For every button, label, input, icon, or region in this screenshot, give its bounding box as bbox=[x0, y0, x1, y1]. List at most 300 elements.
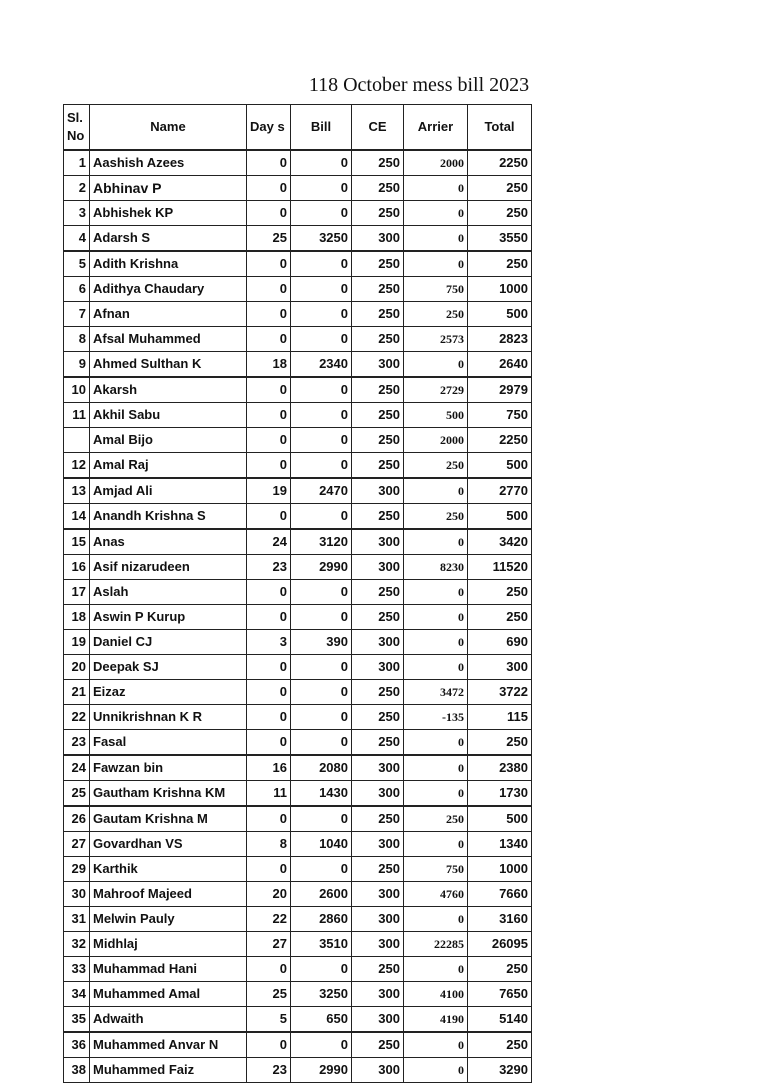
cell-total: 500 bbox=[468, 806, 532, 832]
table-row bbox=[64, 352, 532, 378]
cell-name: Midhlaj bbox=[90, 932, 247, 957]
cell-arrier: 0 bbox=[404, 605, 468, 630]
cell-name: Deepak SJ bbox=[90, 655, 247, 680]
page-title: 118 October mess bill 2023 bbox=[308, 74, 530, 96]
cell-ce: 300 bbox=[352, 630, 404, 655]
cell-ce: 300 bbox=[352, 882, 404, 907]
table-row bbox=[64, 1007, 532, 1033]
table-row bbox=[64, 478, 532, 504]
table-row bbox=[64, 630, 532, 655]
table-row bbox=[64, 932, 532, 957]
header-ce: CE bbox=[352, 105, 404, 151]
cell-bill: 2600 bbox=[291, 882, 352, 907]
cell-name: Eizaz bbox=[90, 680, 247, 705]
cell-total: 250 bbox=[468, 176, 532, 201]
header-name: Name bbox=[90, 105, 247, 151]
cell-days: 20 bbox=[247, 882, 291, 907]
cell-total: 3722 bbox=[468, 680, 532, 705]
cell-bill: 0 bbox=[291, 302, 352, 327]
cell-sl: 13 bbox=[64, 478, 90, 504]
cell-name: Melwin Pauly bbox=[90, 907, 247, 932]
table-row bbox=[64, 857, 532, 882]
table-row bbox=[64, 907, 532, 932]
cell-bill: 3120 bbox=[291, 529, 352, 555]
cell-name: Akarsh bbox=[90, 377, 247, 403]
cell-days: 5 bbox=[247, 1007, 291, 1033]
table-row bbox=[64, 453, 532, 479]
cell-days: 0 bbox=[247, 277, 291, 302]
cell-total: 2380 bbox=[468, 755, 532, 781]
cell-sl: 9 bbox=[64, 352, 90, 378]
cell-bill: 3510 bbox=[291, 932, 352, 957]
cell-arrier: 3472 bbox=[404, 680, 468, 705]
cell-sl: 14 bbox=[64, 504, 90, 530]
cell-arrier: 0 bbox=[404, 781, 468, 807]
cell-days: 18 bbox=[247, 352, 291, 378]
cell-ce: 300 bbox=[352, 1058, 404, 1083]
cell-sl: 22 bbox=[64, 705, 90, 730]
cell-arrier: 8230 bbox=[404, 555, 468, 580]
cell-days: 24 bbox=[247, 529, 291, 555]
cell-days: 23 bbox=[247, 1058, 291, 1083]
cell-name: Muhammad Hani bbox=[90, 957, 247, 982]
header-bill: Bill bbox=[291, 105, 352, 151]
cell-sl: 6 bbox=[64, 277, 90, 302]
cell-arrier: 0 bbox=[404, 176, 468, 201]
cell-bill: 0 bbox=[291, 680, 352, 705]
cell-sl: 26 bbox=[64, 806, 90, 832]
cell-total: 300 bbox=[468, 655, 532, 680]
cell-bill: 0 bbox=[291, 580, 352, 605]
cell-total: 2770 bbox=[468, 478, 532, 504]
cell-ce: 300 bbox=[352, 832, 404, 857]
cell-name: Daniel CJ bbox=[90, 630, 247, 655]
cell-name: Anandh Krishna S bbox=[90, 504, 247, 530]
cell-ce: 300 bbox=[352, 781, 404, 807]
cell-arrier: 0 bbox=[404, 957, 468, 982]
cell-arrier: 250 bbox=[404, 504, 468, 530]
cell-arrier: 0 bbox=[404, 529, 468, 555]
cell-ce: 250 bbox=[352, 730, 404, 756]
cell-ce: 300 bbox=[352, 932, 404, 957]
cell-bill: 0 bbox=[291, 428, 352, 453]
cell-days: 0 bbox=[247, 176, 291, 201]
cell-ce: 250 bbox=[352, 705, 404, 730]
table-row bbox=[64, 529, 532, 555]
cell-total: 2979 bbox=[468, 377, 532, 403]
table-row bbox=[64, 504, 532, 530]
cell-sl: 2 bbox=[64, 176, 90, 201]
cell-sl: 20 bbox=[64, 655, 90, 680]
cell-total: 1730 bbox=[468, 781, 532, 807]
cell-arrier: 0 bbox=[404, 655, 468, 680]
cell-bill: 0 bbox=[291, 504, 352, 530]
table-row bbox=[64, 176, 532, 201]
cell-bill: 0 bbox=[291, 453, 352, 479]
cell-bill: 0 bbox=[291, 327, 352, 352]
cell-days: 0 bbox=[247, 403, 291, 428]
cell-ce: 250 bbox=[352, 150, 404, 176]
cell-bill: 2990 bbox=[291, 1058, 352, 1083]
cell-name: Akhil Sabu bbox=[90, 403, 247, 428]
table-row bbox=[64, 580, 532, 605]
cell-name: Gautham Krishna KM bbox=[90, 781, 247, 807]
cell-total: 2250 bbox=[468, 428, 532, 453]
cell-name: Govardhan VS bbox=[90, 832, 247, 857]
cell-ce: 250 bbox=[352, 201, 404, 226]
cell-name: Aashish Azees bbox=[90, 150, 247, 176]
cell-ce: 250 bbox=[352, 302, 404, 327]
cell-name: Asif nizarudeen bbox=[90, 555, 247, 580]
table-row bbox=[64, 150, 532, 176]
cell-sl: 1 bbox=[64, 150, 90, 176]
cell-sl: 16 bbox=[64, 555, 90, 580]
cell-arrier: 0 bbox=[404, 730, 468, 756]
cell-arrier: 250 bbox=[404, 453, 468, 479]
table-row bbox=[64, 428, 532, 453]
cell-sl: 36 bbox=[64, 1032, 90, 1058]
cell-name: Aslah bbox=[90, 580, 247, 605]
cell-days: 0 bbox=[247, 580, 291, 605]
cell-total: 3550 bbox=[468, 226, 532, 252]
cell-total: 3290 bbox=[468, 1058, 532, 1083]
cell-sl: 21 bbox=[64, 680, 90, 705]
cell-sl: 17 bbox=[64, 580, 90, 605]
cell-bill: 2990 bbox=[291, 555, 352, 580]
cell-arrier: 22285 bbox=[404, 932, 468, 957]
table-row bbox=[64, 705, 532, 730]
cell-days: 0 bbox=[247, 453, 291, 479]
cell-ce: 300 bbox=[352, 655, 404, 680]
cell-name: Adwaith bbox=[90, 1007, 247, 1033]
table-row bbox=[64, 1032, 532, 1058]
cell-ce: 250 bbox=[352, 403, 404, 428]
cell-total: 750 bbox=[468, 403, 532, 428]
header-total: Total bbox=[468, 105, 532, 151]
cell-bill: 0 bbox=[291, 251, 352, 277]
cell-arrier: 0 bbox=[404, 580, 468, 605]
cell-bill: 0 bbox=[291, 730, 352, 756]
cell-arrier: 0 bbox=[404, 832, 468, 857]
table-row bbox=[64, 730, 532, 756]
cell-name: Fasal bbox=[90, 730, 247, 756]
cell-arrier: 2000 bbox=[404, 428, 468, 453]
cell-days: 23 bbox=[247, 555, 291, 580]
cell-sl: 33 bbox=[64, 957, 90, 982]
cell-days: 0 bbox=[247, 201, 291, 226]
cell-bill: 0 bbox=[291, 605, 352, 630]
cell-name: Karthik bbox=[90, 857, 247, 882]
cell-days: 0 bbox=[247, 150, 291, 176]
cell-bill: 0 bbox=[291, 957, 352, 982]
table-row bbox=[64, 957, 532, 982]
cell-ce: 250 bbox=[352, 176, 404, 201]
cell-sl: 32 bbox=[64, 932, 90, 957]
cell-bill: 3250 bbox=[291, 226, 352, 252]
table-row bbox=[64, 655, 532, 680]
cell-total: 690 bbox=[468, 630, 532, 655]
cell-days: 19 bbox=[247, 478, 291, 504]
table-row bbox=[64, 555, 532, 580]
cell-days: 0 bbox=[247, 377, 291, 403]
cell-sl: 29 bbox=[64, 857, 90, 882]
cell-name: Muhammed Anvar N bbox=[90, 1032, 247, 1058]
cell-arrier: 0 bbox=[404, 201, 468, 226]
cell-days: 3 bbox=[247, 630, 291, 655]
cell-bill: 650 bbox=[291, 1007, 352, 1033]
cell-sl: 19 bbox=[64, 630, 90, 655]
cell-sl: 25 bbox=[64, 781, 90, 807]
cell-name: Aswin P Kurup bbox=[90, 605, 247, 630]
cell-total: 500 bbox=[468, 453, 532, 479]
cell-days: 0 bbox=[247, 302, 291, 327]
cell-bill: 0 bbox=[291, 176, 352, 201]
table-row bbox=[64, 781, 532, 807]
cell-days: 11 bbox=[247, 781, 291, 807]
cell-sl: 23 bbox=[64, 730, 90, 756]
cell-days: 25 bbox=[247, 226, 291, 252]
cell-days: 22 bbox=[247, 907, 291, 932]
cell-sl: 12 bbox=[64, 453, 90, 479]
cell-ce: 250 bbox=[352, 504, 404, 530]
cell-ce: 300 bbox=[352, 529, 404, 555]
cell-name: Abhinav P bbox=[90, 176, 247, 201]
cell-total: 250 bbox=[468, 201, 532, 226]
cell-ce: 250 bbox=[352, 580, 404, 605]
table-row bbox=[64, 201, 532, 226]
cell-days: 8 bbox=[247, 832, 291, 857]
cell-sl: 24 bbox=[64, 755, 90, 781]
cell-total: 26095 bbox=[468, 932, 532, 957]
cell-name: Amal Raj bbox=[90, 453, 247, 479]
cell-arrier: 0 bbox=[404, 226, 468, 252]
cell-total: 2640 bbox=[468, 352, 532, 378]
cell-ce: 300 bbox=[352, 478, 404, 504]
cell-name: Amal Bijo bbox=[90, 428, 247, 453]
cell-ce: 300 bbox=[352, 226, 404, 252]
cell-name: Muhammed Faiz bbox=[90, 1058, 247, 1083]
cell-total: 1000 bbox=[468, 857, 532, 882]
cell-days: 0 bbox=[247, 327, 291, 352]
cell-name: Abhishek KP bbox=[90, 201, 247, 226]
cell-name: Afsal Muhammed bbox=[90, 327, 247, 352]
cell-days: 16 bbox=[247, 755, 291, 781]
cell-bill: 0 bbox=[291, 377, 352, 403]
mess-bill-table bbox=[63, 104, 532, 1083]
table-row bbox=[64, 403, 532, 428]
cell-ce: 300 bbox=[352, 982, 404, 1007]
cell-total: 1000 bbox=[468, 277, 532, 302]
cell-ce: 250 bbox=[352, 857, 404, 882]
cell-sl: 38 bbox=[64, 1058, 90, 1083]
cell-bill: 0 bbox=[291, 150, 352, 176]
table-row bbox=[64, 1058, 532, 1083]
cell-arrier: 750 bbox=[404, 277, 468, 302]
cell-total: 11520 bbox=[468, 555, 532, 580]
cell-total: 500 bbox=[468, 302, 532, 327]
table-row bbox=[64, 982, 532, 1007]
cell-total: 5140 bbox=[468, 1007, 532, 1033]
cell-arrier: 750 bbox=[404, 857, 468, 882]
cell-sl: 30 bbox=[64, 882, 90, 907]
header-sl-no: Sl. No bbox=[64, 105, 90, 151]
cell-ce: 250 bbox=[352, 957, 404, 982]
cell-name: Unnikrishnan K R bbox=[90, 705, 247, 730]
cell-total: 250 bbox=[468, 251, 532, 277]
cell-ce: 250 bbox=[352, 1032, 404, 1058]
cell-bill: 0 bbox=[291, 857, 352, 882]
cell-days: 0 bbox=[247, 504, 291, 530]
cell-sl: 4 bbox=[64, 226, 90, 252]
cell-arrier: 0 bbox=[404, 630, 468, 655]
cell-days: 0 bbox=[247, 428, 291, 453]
cell-arrier: 0 bbox=[404, 1058, 468, 1083]
cell-bill: 0 bbox=[291, 201, 352, 226]
cell-days: 0 bbox=[247, 705, 291, 730]
cell-total: 2250 bbox=[468, 150, 532, 176]
cell-days: 0 bbox=[247, 857, 291, 882]
cell-arrier: 500 bbox=[404, 403, 468, 428]
cell-ce: 250 bbox=[352, 428, 404, 453]
cell-ce: 250 bbox=[352, 453, 404, 479]
cell-name: Muhammed Amal bbox=[90, 982, 247, 1007]
cell-bill: 0 bbox=[291, 403, 352, 428]
cell-arrier: 0 bbox=[404, 251, 468, 277]
cell-bill: 2470 bbox=[291, 478, 352, 504]
cell-ce: 300 bbox=[352, 755, 404, 781]
cell-arrier: 2000 bbox=[404, 150, 468, 176]
cell-sl: 34 bbox=[64, 982, 90, 1007]
cell-sl: 27 bbox=[64, 832, 90, 857]
cell-bill: 390 bbox=[291, 630, 352, 655]
cell-arrier: 2729 bbox=[404, 377, 468, 403]
cell-bill: 1430 bbox=[291, 781, 352, 807]
cell-bill: 1040 bbox=[291, 832, 352, 857]
cell-ce: 250 bbox=[352, 327, 404, 352]
cell-bill: 0 bbox=[291, 1032, 352, 1058]
cell-arrier: 4190 bbox=[404, 1007, 468, 1033]
cell-bill: 0 bbox=[291, 705, 352, 730]
cell-days: 0 bbox=[247, 957, 291, 982]
cell-days: 0 bbox=[247, 251, 291, 277]
cell-total: 3420 bbox=[468, 529, 532, 555]
cell-days: 25 bbox=[247, 982, 291, 1007]
cell-bill: 0 bbox=[291, 806, 352, 832]
cell-sl: 10 bbox=[64, 377, 90, 403]
cell-sl: 11 bbox=[64, 403, 90, 428]
cell-sl: 18 bbox=[64, 605, 90, 630]
cell-days: 0 bbox=[247, 655, 291, 680]
table-row bbox=[64, 832, 532, 857]
cell-bill: 3250 bbox=[291, 982, 352, 1007]
table-row bbox=[64, 277, 532, 302]
cell-days: 0 bbox=[247, 806, 291, 832]
cell-ce: 250 bbox=[352, 605, 404, 630]
cell-total: 2823 bbox=[468, 327, 532, 352]
cell-total: 3160 bbox=[468, 907, 532, 932]
cell-total: 7650 bbox=[468, 982, 532, 1007]
cell-days: 0 bbox=[247, 680, 291, 705]
cell-arrier: -135 bbox=[404, 705, 468, 730]
table-row bbox=[64, 377, 532, 403]
cell-sl: 5 bbox=[64, 251, 90, 277]
cell-days: 27 bbox=[247, 932, 291, 957]
cell-name: Amjad Ali bbox=[90, 478, 247, 504]
cell-ce: 300 bbox=[352, 907, 404, 932]
cell-total: 500 bbox=[468, 504, 532, 530]
table-row bbox=[64, 680, 532, 705]
cell-sl: 31 bbox=[64, 907, 90, 932]
cell-total: 1340 bbox=[468, 832, 532, 857]
cell-name: Afnan bbox=[90, 302, 247, 327]
cell-name: Fawzan bin bbox=[90, 755, 247, 781]
cell-bill: 0 bbox=[291, 655, 352, 680]
header-days: Day s bbox=[247, 105, 291, 151]
table-row bbox=[64, 882, 532, 907]
cell-name: Adithya Chaudary bbox=[90, 277, 247, 302]
cell-arrier: 2573 bbox=[404, 327, 468, 352]
cell-name: Mahroof Majeed bbox=[90, 882, 247, 907]
cell-sl bbox=[64, 428, 90, 453]
cell-total: 250 bbox=[468, 957, 532, 982]
cell-ce: 250 bbox=[352, 680, 404, 705]
cell-sl: 3 bbox=[64, 201, 90, 226]
cell-name: Adarsh S bbox=[90, 226, 247, 252]
cell-ce: 300 bbox=[352, 555, 404, 580]
cell-name: Adith Krishna bbox=[90, 251, 247, 277]
cell-bill: 2340 bbox=[291, 352, 352, 378]
cell-sl: 7 bbox=[64, 302, 90, 327]
cell-ce: 300 bbox=[352, 1007, 404, 1033]
cell-total: 250 bbox=[468, 730, 532, 756]
table-body bbox=[64, 150, 532, 1083]
cell-ce: 250 bbox=[352, 806, 404, 832]
table-row bbox=[64, 806, 532, 832]
cell-days: 0 bbox=[247, 605, 291, 630]
cell-name: Gautam Krishna M bbox=[90, 806, 247, 832]
cell-arrier: 0 bbox=[404, 1032, 468, 1058]
cell-arrier: 250 bbox=[404, 302, 468, 327]
cell-total: 7660 bbox=[468, 882, 532, 907]
table-row bbox=[64, 226, 532, 252]
header-row bbox=[64, 105, 532, 151]
cell-total: 250 bbox=[468, 580, 532, 605]
cell-bill: 2860 bbox=[291, 907, 352, 932]
cell-ce: 300 bbox=[352, 352, 404, 378]
cell-name: Ahmed Sulthan K bbox=[90, 352, 247, 378]
cell-arrier: 0 bbox=[404, 755, 468, 781]
cell-arrier: 0 bbox=[404, 478, 468, 504]
cell-arrier: 0 bbox=[404, 907, 468, 932]
cell-bill: 2080 bbox=[291, 755, 352, 781]
table-row bbox=[64, 302, 532, 327]
cell-ce: 250 bbox=[352, 377, 404, 403]
cell-bill: 0 bbox=[291, 277, 352, 302]
cell-arrier: 4100 bbox=[404, 982, 468, 1007]
cell-arrier: 4760 bbox=[404, 882, 468, 907]
cell-arrier: 0 bbox=[404, 352, 468, 378]
table-row bbox=[64, 755, 532, 781]
cell-sl: 15 bbox=[64, 529, 90, 555]
cell-total: 115 bbox=[468, 705, 532, 730]
cell-ce: 250 bbox=[352, 277, 404, 302]
cell-days: 0 bbox=[247, 1032, 291, 1058]
cell-total: 250 bbox=[468, 605, 532, 630]
cell-ce: 250 bbox=[352, 251, 404, 277]
table-row bbox=[64, 327, 532, 352]
cell-arrier: 250 bbox=[404, 806, 468, 832]
cell-sl: 35 bbox=[64, 1007, 90, 1033]
